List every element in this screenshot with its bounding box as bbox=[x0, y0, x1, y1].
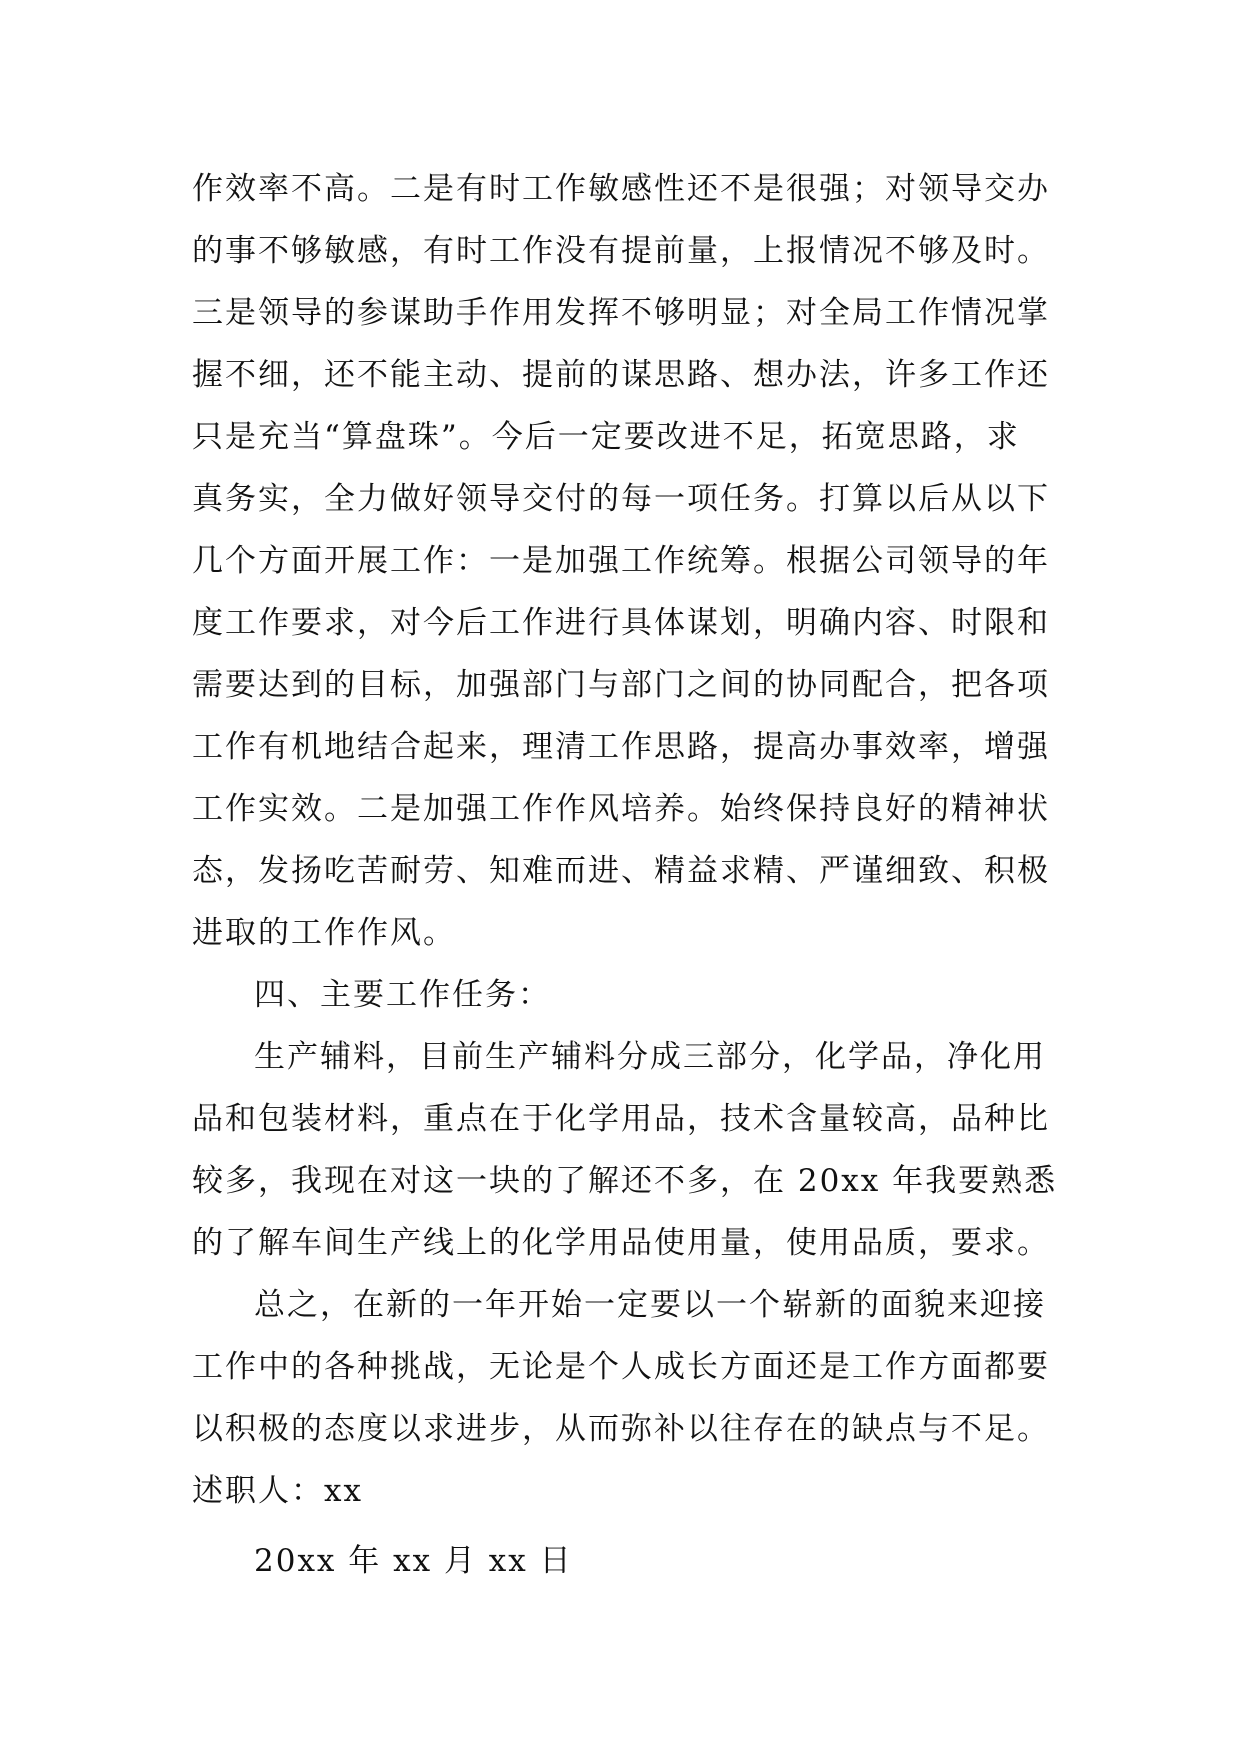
text-line: 态，发扬吃苦耐劳、知难而进、精益求精、严谨细致、积极 bbox=[192, 853, 1050, 889]
text-line: 较多，我现在对这一块的了解还不多，在 20xx 年我要熟悉 bbox=[192, 1163, 1058, 1199]
text-line: 的了解车间生产线上的化学用品使用量，使用品质，要求。 bbox=[192, 1225, 1050, 1261]
text-line: 工作中的各种挑战，无论是个人成长方面还是工作方面都要 bbox=[192, 1349, 1050, 1385]
text-line: 真务实，全力做好领导交付的每一项任务。打算以后从以下 bbox=[192, 481, 1050, 517]
date-line: 20xx 年 xx 月 xx 日 bbox=[254, 1543, 573, 1579]
document-body bbox=[192, 158, 1072, 1592]
text-line: 的事不够敏感，有时工作没有提前量，上报情况不够及时。 bbox=[192, 233, 1050, 269]
text-line: 作效率不高。二是有时工作敏感性还不是很强；对领导交办 bbox=[192, 171, 1050, 207]
text-line: 三是领导的参谋助手作用发挥不够明显；对全局工作情况掌 bbox=[192, 295, 1050, 331]
text-line: 进取的工作作风。 bbox=[192, 915, 456, 951]
text-line: 品和包装材料，重点在于化学用品，技术含量较高，品种比 bbox=[192, 1101, 1050, 1137]
text-line: 工作有机地结合起来，理清工作思路，提高办事效率，增强 bbox=[192, 729, 1050, 765]
text-line: 工作实效。二是加强工作作风培养。始终保持良好的精神状 bbox=[192, 791, 1050, 827]
section-heading: 四、主要工作任务： bbox=[254, 977, 551, 1013]
text-line: 握不细，还不能主动、提前的谋思路、想办法，许多工作还 bbox=[192, 357, 1050, 393]
paragraph-first-line: 生产辅料，目前生产辅料分成三部分，化学品，净化用 bbox=[254, 1039, 1046, 1075]
text-line: 以积极的态度以求进步，从而弥补以往存在的缺点与不足。 bbox=[192, 1411, 1050, 1447]
text-line: 只是充当“算盘珠”。今后一定要改进不足，拓宽思路，求 bbox=[192, 419, 1020, 455]
paragraph-first-line: 总之，在新的一年开始一定要以一个崭新的面貌来迎接 bbox=[254, 1287, 1046, 1323]
text-line: 度工作要求，对今后工作进行具体谋划，明确内容、时限和 bbox=[192, 605, 1050, 641]
reporter-line: 述职人：xx bbox=[192, 1473, 363, 1509]
text-line: 需要达到的目标，加强部门与部门之间的协同配合，把各项 bbox=[192, 667, 1050, 703]
text-line: 几个方面开展工作：一是加强工作统筹。根据公司领导的年 bbox=[192, 543, 1050, 579]
